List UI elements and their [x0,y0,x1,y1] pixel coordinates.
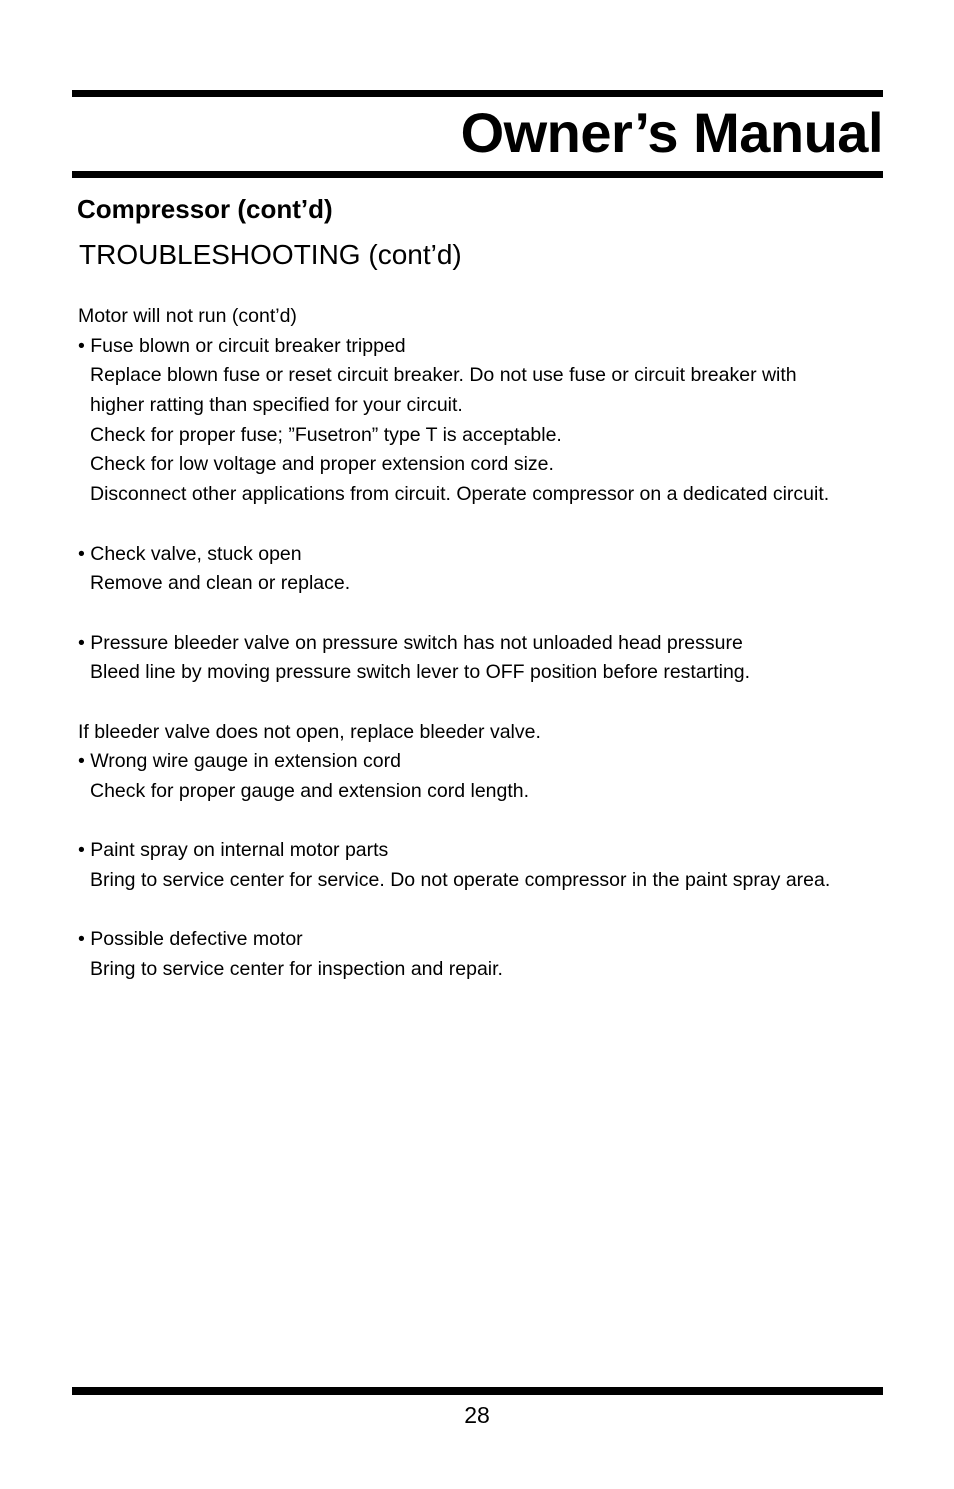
bullet-defective-motor: • Possible defective motor [78,928,303,951]
page-title: Owner’s Manual [460,101,883,164]
bullet-paint-spray: • Paint spray on internal motor parts [78,839,389,862]
header-bottom-rule [72,171,883,178]
wire-gauge-line: Check for proper gauge and extension cord length. [90,780,530,802]
page-number: 28 [464,1402,490,1428]
bleeder-valve-line: Bleed line by moving pressure switch lever to OFF position before restarting. [90,661,751,684]
fuse-line: higher ratting than specified for your circuit. [90,394,463,417]
spacer [78,688,908,718]
defective-motor-line: Bring to service center for inspection and repair. [90,958,503,981]
footer-rule [72,1387,883,1395]
bullet-fuse: • Fuse blown or circuit breaker tripped [78,334,406,357]
intro-line: Motor will not run (cont’d) [78,305,297,327]
paint-spray-line: Bring to service center for service. Do not operate compressor in the paint spray area. [90,869,831,892]
section-heading: Compressor (cont’d) [77,194,333,224]
fuse-line: Disconnect other applications from circuit. Operate compressor on a dedicated circuit. [90,483,830,506]
spacer [78,599,908,629]
spacer [78,510,908,540]
bullet-check-valve: • Check valve, stuck open [78,542,302,565]
fuse-line: Check for low voltage and proper extension cord size. [90,453,554,476]
section-subheading: TROUBLESHOOTING (cont’d) [79,239,462,270]
fuse-line: Replace blown fuse or reset circuit breaker. Do not use fuse or circuit breaker with [90,364,797,387]
bullet-wire-gauge: • Wrong wire gauge in extension cord [78,750,401,773]
troubleshooting-body [78,302,908,985]
spacer [78,807,908,837]
bullet-bleeder-valve: • Pressure bleeder valve on pressure switch has not unloaded head pressure [78,631,743,654]
check-valve-line: Remove and clean or replace. [90,572,351,595]
fuse-line: Check for proper fuse; ”Fusetron” type T is acceptable. [90,423,562,446]
spacer [78,896,908,926]
bleeder-note: If bleeder valve does not open, replace bleeder valve. [78,720,541,743]
